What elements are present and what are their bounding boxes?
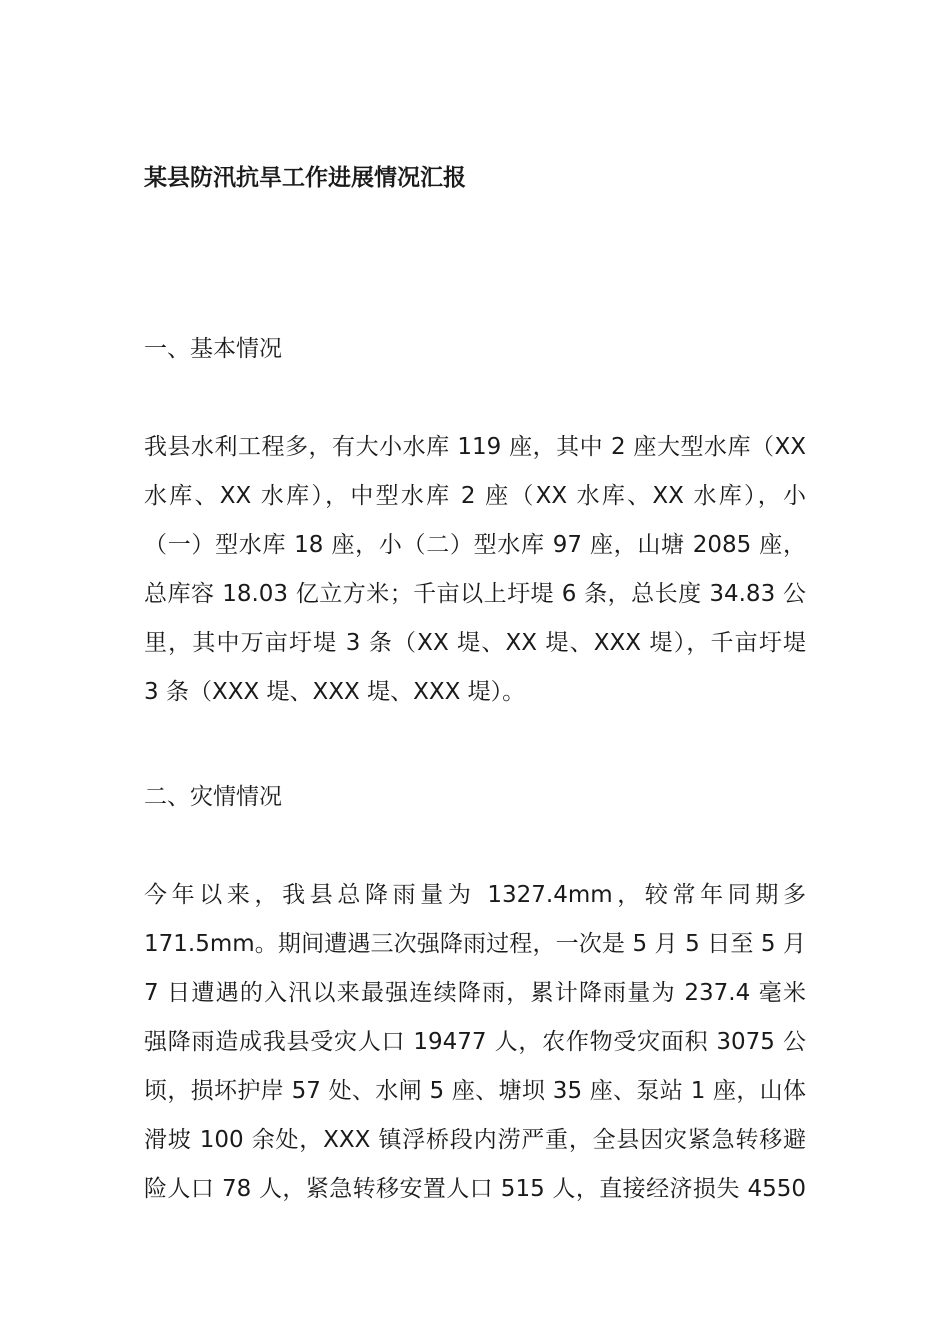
- paragraph-line: 3 条（XXX 堤、XXX 堤、XXX 堤）。: [144, 679, 526, 705]
- paragraph-line: 今年以来，我县总降雨量为 1327.4mm，较常年同期多: [144, 882, 806, 908]
- paragraph-line: 7 日遭遇的入汛以来最强连续降雨，累计降雨量为 237.4 毫米: [144, 980, 806, 1006]
- paragraph-line: 里，其中万亩圩堤 3 条（XX 堤、XX 堤、XXX 堤），千亩圩堤: [144, 630, 806, 656]
- paragraph-line: 我县水利工程多，有大小水库 119 座，其中 2 座大型水库（XX: [144, 434, 806, 460]
- paragraph-line: 险人口 78 人，紧急转移安置人口 515 人，直接经济损失 4550: [144, 1176, 806, 1202]
- paragraph-line: 总库容 18.03 亿立方米；千亩以上圩堤 6 条，总长度 34.83 公: [144, 581, 806, 607]
- paragraph-line: 顷，损坏护岸 57 处、水闸 5 座、塘坝 35 座、泵站 1 座，山体: [144, 1078, 806, 1104]
- section-paragraph-basic-situation: [144, 423, 806, 717]
- section-heading-disaster-situation: 二、灾情情况: [144, 784, 282, 810]
- paragraph-line: 171.5mm。期间遭遇三次强降雨过程，一次是 5 月 5 日至 5 月: [144, 931, 806, 957]
- paragraph-line: 强降雨造成我县受灾人口 19477 人，农作物受灾面积 3075 公: [144, 1029, 806, 1055]
- paragraph-line: 水库、XX 水库），中型水库 2 座（XX 水库、XX 水库），小: [144, 483, 806, 509]
- paragraph-line: 滑坡 100 余处，XXX 镇浮桥段内涝严重，全县因灾紧急转移避: [144, 1127, 806, 1153]
- document-title: 某县防汛抗旱工作进展情况汇报: [144, 165, 466, 191]
- paragraph-line: （一）型水库 18 座，小（二）型水库 97 座，山塘 2085 座，: [144, 532, 806, 558]
- section-paragraph-disaster-situation: [144, 871, 806, 1214]
- section-heading-basic-situation: 一、基本情况: [144, 336, 282, 362]
